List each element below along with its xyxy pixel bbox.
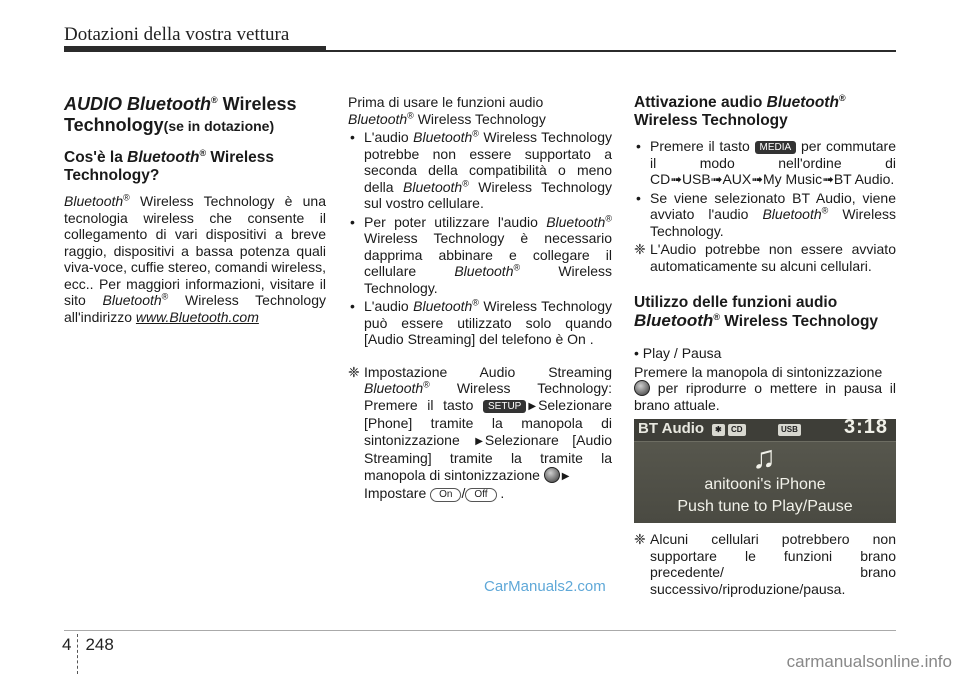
arrow-right-icon: ▶ [528, 400, 537, 412]
off-option-label: Off [465, 488, 496, 502]
screen-clock: 3:18 [843, 419, 888, 438]
note-mark-icon: ❈ [634, 241, 646, 257]
activation-heading: Attivazione audio Bluetooth® Wireless Technology [634, 92, 846, 129]
bullet-dot: • [350, 129, 355, 145]
prerequisites-intro: Prima di usare le funzioni audio Bluetooth® Wireless Technology [348, 94, 546, 127]
page-number-separator [77, 634, 79, 674]
bullet-dot: • [636, 138, 641, 154]
section-title: AUDIO Bluetooth® Wireless Technology(se in dotazione) [64, 94, 297, 135]
audio-streaming-note: ❈ Impostazione Audio Streaming Bluetooth® Wireless Technology: Premere il tasto SETUP ▶ Selezionare [Phone] tramite la manopola di sintonizzazione ▶ Selezionare [Audio Streaming] tramite la tramite la manopola di sintonizzazione ▶ Impostare On / Off . [348, 363, 612, 501]
compatibility-note: ❈ Alcuni cellulari potrebbero non supportare le funzioni brano precedente/ brano successivo/riproduzione/pausa. [634, 531, 896, 597]
usb-badge: USB [778, 424, 801, 436]
bt-audio-screen-image [634, 419, 896, 523]
music-note-icon: ♫ [752, 439, 776, 475]
intro-paragraph: Bluetooth® Wireless Technology è una tecnologia wireless che consente il collegamento di vari dispositivi a breve raggio, dispositivi a bassa potenza quali viva-voce, cuffie stereo, comandi wireless, ecc.. Per maggiori informazioni, visitare il sito Bluetooth® Wireless Technology all'indirizzo www.Bluetooth.com [64, 192, 326, 325]
note-mark-icon: ❈ [348, 363, 360, 380]
bullet-dot: • [350, 298, 355, 314]
screen-title: BT Audio [638, 420, 705, 437]
tune-knob-icon [634, 380, 650, 396]
on-option-label: On [430, 488, 461, 502]
question-heading: Cos'è la Bluetooth® Wireless Technology? [64, 147, 275, 184]
bullet-dot: • [350, 213, 355, 230]
page-number: 4 248 [62, 634, 114, 655]
autostart-note: ❈ L'Audio potrebbe non essere avviato automaticamente su alcuni cellulari. [634, 241, 896, 274]
bluetooth-icon: ✱ [712, 424, 725, 436]
note-mark-icon: ❈ [634, 531, 646, 547]
play-pause-text: Premere la manopola di sintonizzazione per riprodurre o mettere in pausa il brano attuale. [634, 363, 896, 413]
page-header-title: Dotazioni della vostra vettura [64, 24, 290, 45]
footer-rule [64, 630, 896, 631]
bullet-item: • Per poter utilizzare l'audio Bluetooth® Wireless Technology è necessario dapprima abbinare e collegare il cellulare Bluetooth® Wireless Technology. [350, 212, 612, 296]
header-rule-thin [326, 50, 896, 52]
tune-knob-icon [544, 467, 560, 483]
watermark-text: CarManuals2.com [484, 578, 606, 595]
bullet-dot: • [636, 189, 641, 206]
column-left [64, 94, 326, 327]
usage-heading: Utilizzo delle funzioni audio Bluetooth® Wireless Technology [634, 294, 879, 330]
media-button-label: MEDIA [755, 141, 797, 154]
footer-site-watermark: carmanualsonline.info [786, 652, 952, 671]
column-middle [348, 94, 612, 504]
setup-button-label: SETUP [483, 400, 526, 413]
bullet-item: • Se viene selezionato BT Audio, viene avviato l'audio Bluetooth® Wireless Technology. [636, 189, 896, 239]
bluetooth-link[interactable]: www.Bluetooth.com [135, 308, 259, 325]
bullet-item: • L'audio Bluetooth® Wireless Technology può essere utilizzato solo quando [Audio Streaming] del telefono è On . [350, 297, 612, 347]
column-right [634, 94, 896, 599]
bullet-item: • L'audio Bluetooth® Wireless Technology potrebbe non essere supportato a seconda della compatibilità o meno della Bluetooth® Wireless Technology sul vostro cellulare. [350, 128, 612, 211]
arrow-right-icon: ▶ [475, 435, 483, 447]
device-name: anitooni's iPhone [704, 476, 826, 493]
bullet-item: • Premere il tasto MEDIA per commutare il modo nell'ordine di CD➟USB➟AUX➟My Music➟BT Audio. [636, 138, 896, 187]
header-rule-thick [64, 46, 326, 52]
cd-badge: CD [728, 424, 746, 436]
screen-instruction: Push tune to Play/Pause [677, 498, 853, 515]
play-pause-item: • Play / Pausa [634, 345, 722, 361]
arrow-right-icon: ▶ [561, 470, 570, 482]
